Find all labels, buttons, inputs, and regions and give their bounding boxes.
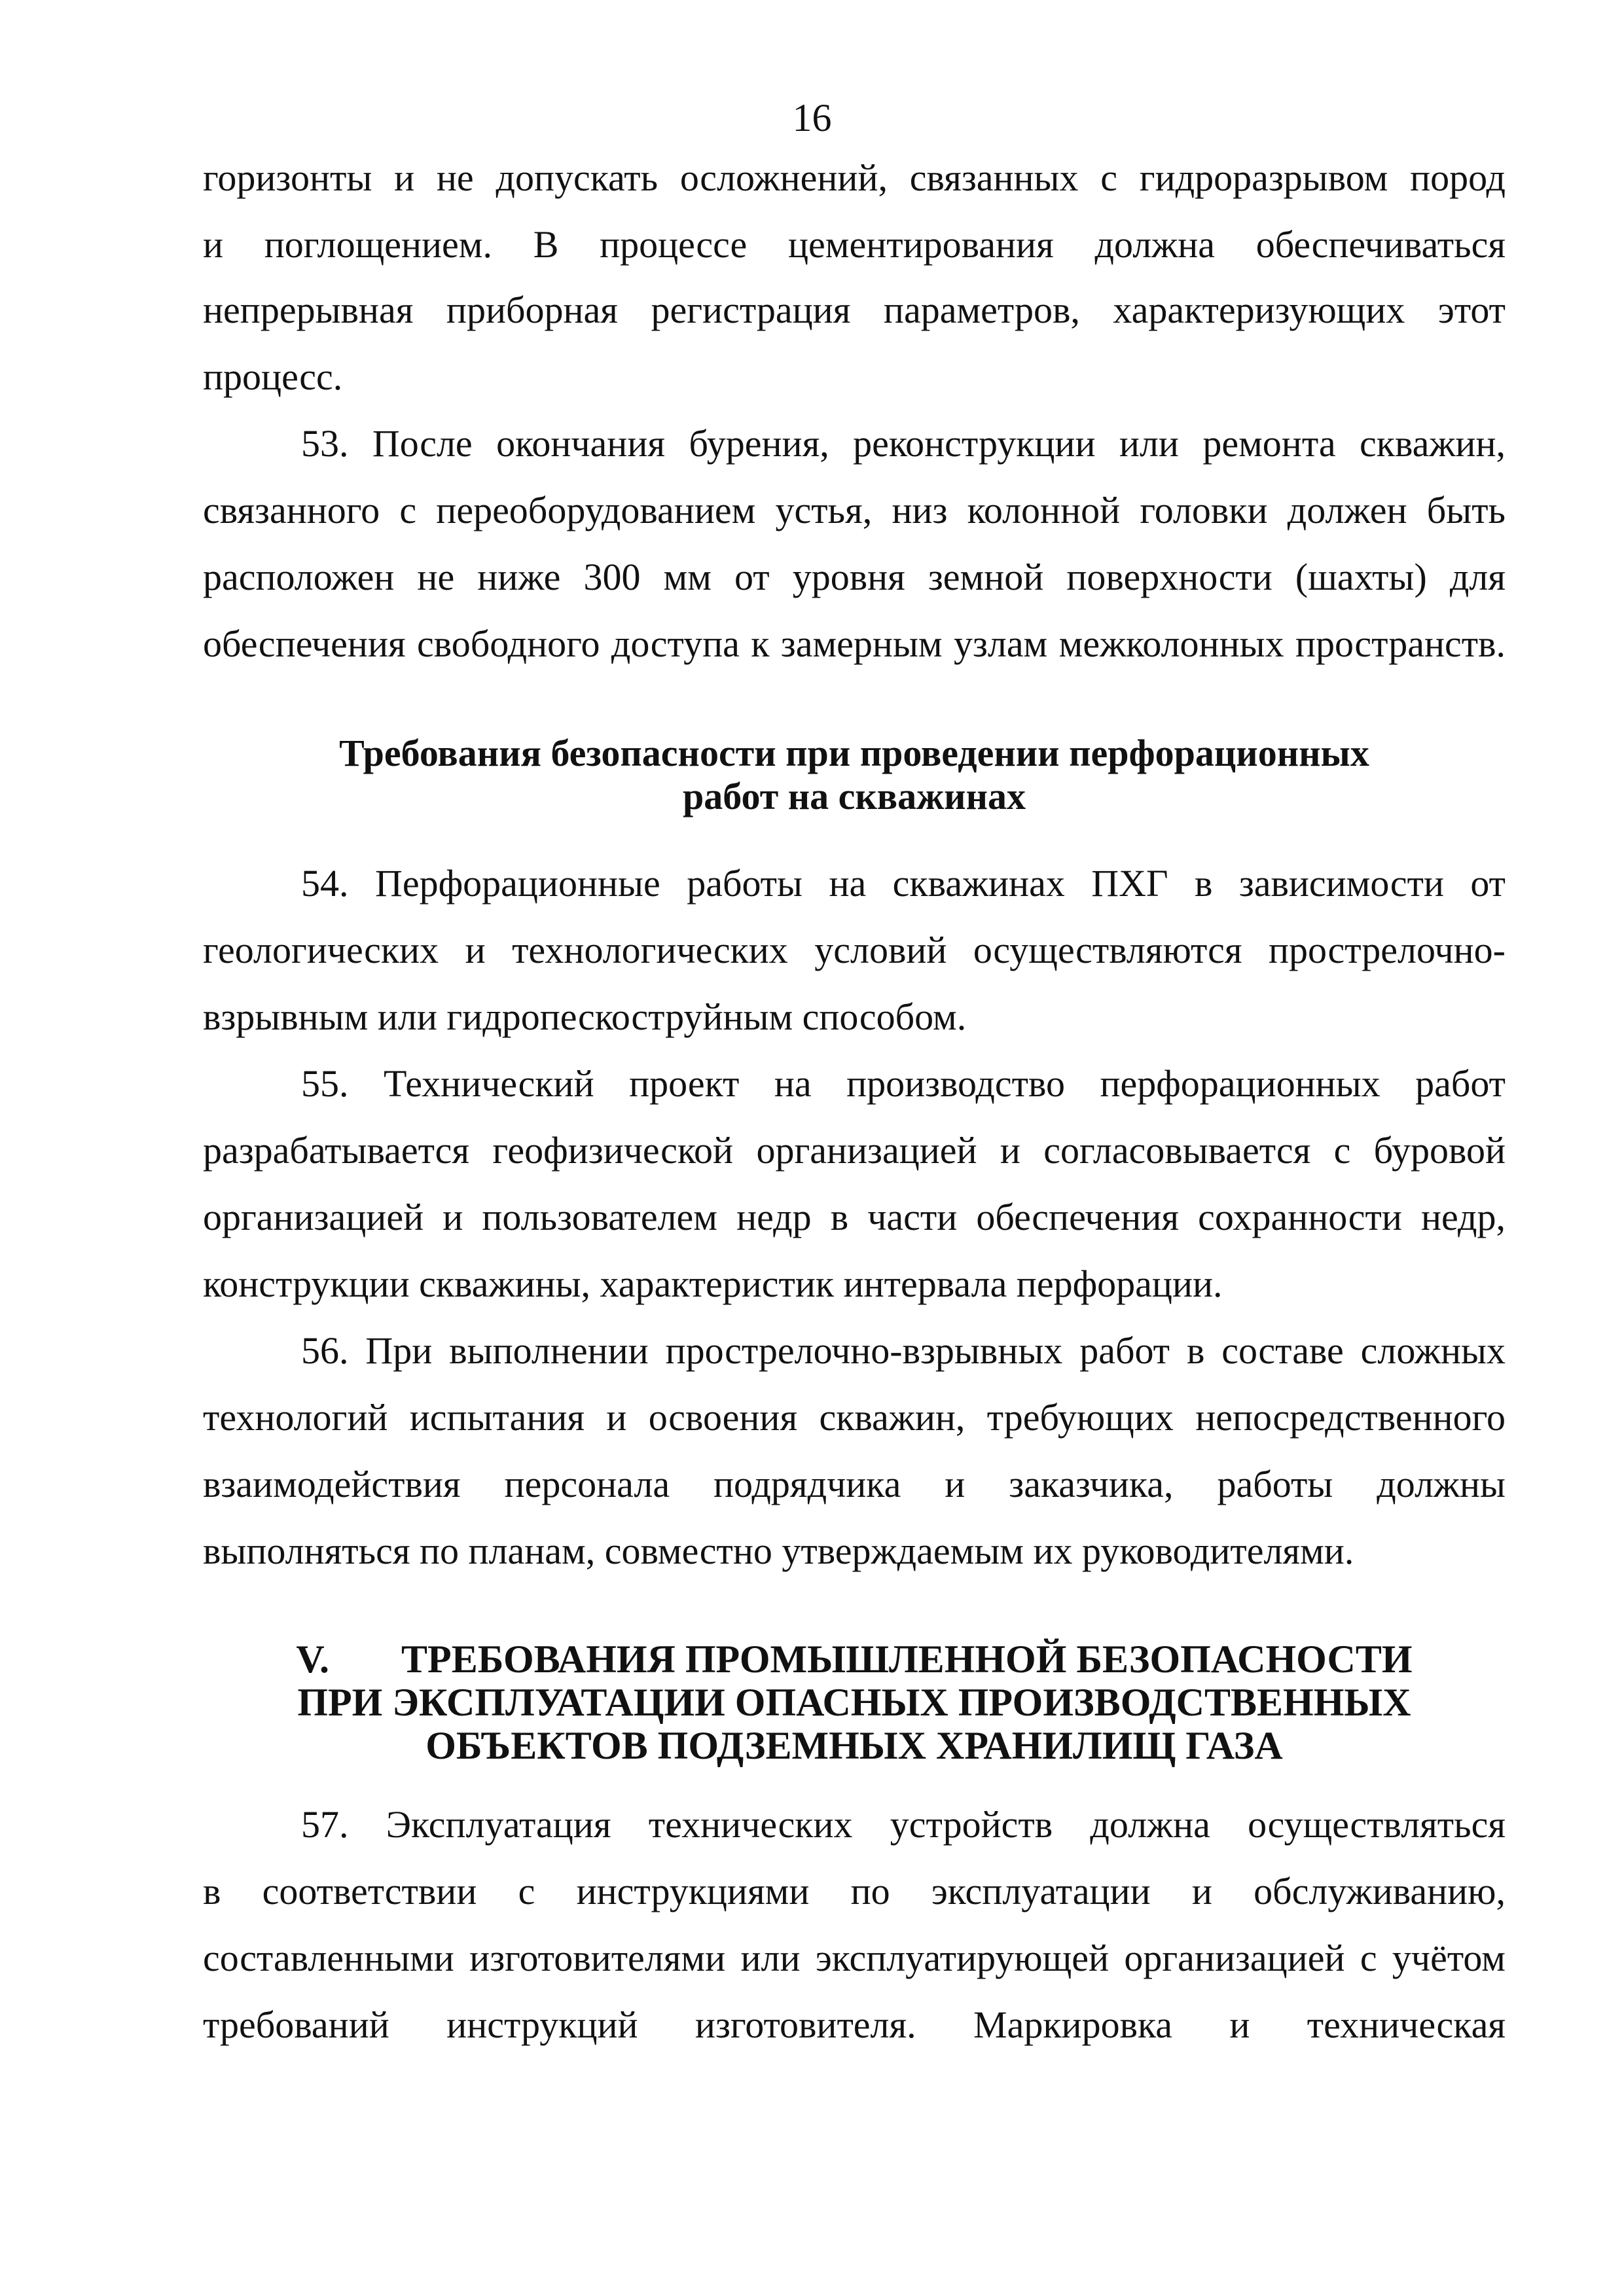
section-heading-line <box>203 1638 1506 1681</box>
text-line: 53. После окончания бурения, реконструкции или ремонта скважин, <box>301 422 1506 465</box>
section-v-heading <box>203 1638 1506 1767</box>
text-line: процесс. <box>203 355 343 398</box>
text-line: разрабатывается геофизической организацией и согласовывается с буровой <box>203 1129 1506 1172</box>
text-line: 54. Перфорационные работы на скважинах ПХГ в зависимости от <box>301 862 1506 905</box>
text-line: взрывным или гидропескоструйным способом. <box>203 996 967 1038</box>
text-line: обеспечения свободного доступа к замерным узлам межколонных пространств. <box>203 622 1506 665</box>
text-line: требований инструкций изготовителя. Маркировка и техническая <box>203 2003 1506 2046</box>
text-line: организацией и пользователем недр в части обеспечения сохранности недр, <box>203 1196 1506 1238</box>
section-heading-line: ОБЪЕКТОВ ПОДЗЕМНЫХ ХРАНИЛИЩ ГАЗА <box>425 1724 1283 1767</box>
section-title-part: ТРЕБОВАНИЯ ПРОМЫШЛЕННОЙ БЕЗОПАСНОСТИ <box>401 1638 1413 1681</box>
section-heading-line: ПРИ ЭКСПЛУАТАЦИИ ОПАСНЫХ ПРОИЗВОДСТВЕННЫХ <box>297 1681 1411 1724</box>
text-line: геологических и технологических условий осуществляются прострелочно- <box>203 929 1506 971</box>
text-line: и поглощением. В процессе цементирования должна обеспечиваться <box>203 223 1506 266</box>
text-line: конструкции скважины, характеристик интервала перфорации. <box>203 1263 1223 1305</box>
heading-line: работ на скважинах <box>682 775 1026 817</box>
text-line: технологий испытания и освоения скважин, требующих непосредственного <box>203 1396 1506 1439</box>
section-number: V. <box>296 1638 330 1681</box>
text-line: непрерывная приборная регистрация параметров, характеризующих этот <box>203 289 1506 331</box>
text-line: выполняться по планам, совместно утверждаемым их руководителями. <box>203 1530 1354 1572</box>
text-line: в соответствии с инструкциями по эксплуатации и обслуживанию, <box>203 1870 1506 1912</box>
text-line: 56. При выполнении прострелочно-взрывных работ в составе сложных <box>301 1329 1506 1372</box>
heading-line: Требования безопасности при проведении перфорационных <box>339 732 1369 774</box>
text-line: связанного с переоборудованием устья, низ колонной головки должен быть <box>203 489 1506 531</box>
text-line: горизонты и не допускать осложнений, связанных с гидроразрывом пород <box>203 156 1506 199</box>
text-line: взаимодействия персонала подрядчика и заказчика, работы должны <box>203 1463 1506 1505</box>
text-line: 55. Технический проект на производство перфорационных работ <box>301 1062 1506 1105</box>
page-number: 16 <box>792 96 832 139</box>
text-line: составленными изготовителями или эксплуатирующей организацией с учётом <box>203 1937 1506 1979</box>
heading-perforation <box>203 732 1506 818</box>
text-line: расположен не ниже 300 мм от уровня земной поверхности (шахты) для <box>203 556 1506 598</box>
text-line: 57. Эксплуатация технических устройств должна осуществляться <box>301 1803 1506 1846</box>
